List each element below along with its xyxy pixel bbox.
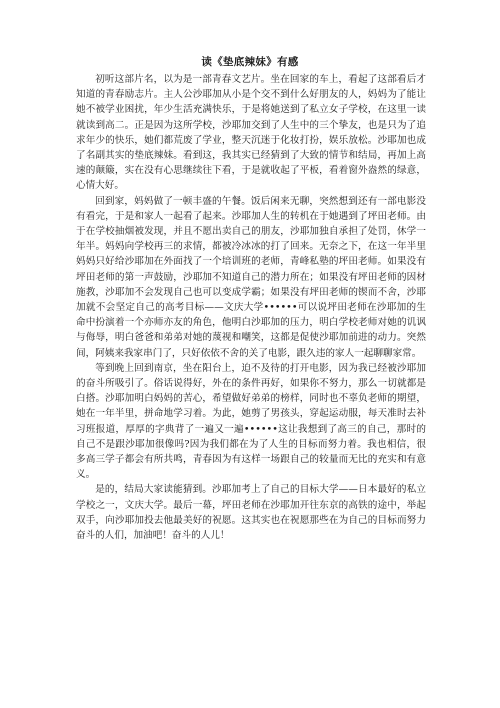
paragraph-1: 初听这部片名，以为是一部青春文艺片。坐在回家的车上，看起了这部看后才知道的青春励志片。主人公沙耶加从小是个交不到什么好朋友的人，妈妈为了能让她不被学业困扰，年少生活充满快乐，于是将她送到了私立女子学校，在这里一读就读到高二。正是因为这所学校，沙耶加交到了人生中的三个挚友，也是只为了追求年少的快乐，她们都荒废了学业，整天沉迷于化妆打扮，娱乐放松。沙耶加也成了名副其实的垫底辣妹。看到这，我其实已经猜到了大致的情节和结局，再加上高速的颠簸，实在没有心思继续往下看，于是就收起了平板，看着窗外盎然的绿意，心情大好。 [76, 74, 426, 192]
document-title: 读《垫底辣妹》有感 [201, 56, 299, 68]
paragraph-4: 是的，结局大家读能猜到。沙耶加考上了自己的目标大学——日本最好的私立学校之一，文庆大学。最后一幕，坪田老师在沙耶加开往东京的高铁的途中，举起双手，向沙耶加投去他最美好的祝愿。这其实也在祝愿那些在为自己的目标而努力奋斗的人们，加油吧！奋斗的人儿！ [76, 484, 426, 542]
document-body [76, 72, 426, 543]
paragraph-2: 回到家，妈妈做了一顿丰盛的午餐。饭后闲来无聊，突然想到还有一部电影没有看完，于是和家人一起看了起来。沙耶加人生的转机在于她遇到了坪田老师。由于在学校抽烟被发现，并且不愿出卖自己的朋友，沙耶加独自承担了处罚，休学一年半。妈妈向学校再三的求情，都被冷冰冰的打了回来。无奈之下，在这一年半里妈妈只好给沙耶加在外面找了一个培训班的老师，青峰私塾的坪田老师。如果没有坪田老师的第一声鼓励，沙耶加不知道自己的潜力所在；如果没有坪田老师的因材施教，沙耶加不会发现自己也可以变成学霸；如果没有坪田老师的锲而不舍，沙耶加就不会坚定自己的高考目标——文庆大学••••••可以说坪田老师在沙耶加的生命中扮演着一个亦师亦友的角色，他明白沙耶加的压力，明白学校老师对她的讥讽与侮辱，明白爸爸和弟弟对她的蔑视和嘲笑，这都是促使沙耶加前进的动力。突然间，阿姨来我家串门了，只好依依不舍的关了电影，跟久违的家人一起聊聊家常。 [76, 195, 426, 359]
paragraph-3: 等到晚上回到南京，坐在阳台上，迫不及待的打开电影，因为我已经被沙耶加的奋斗所吸引了。俗话说得好，外在的条件再好，如果你不努力，那么一切就都是白搭。沙耶加明白妈妈的苦心，希望做好弟弟的榜样，同时也不辜负老师的期望，她在一年半里，拼命地学习着。为此，她剪了男孩头，穿起运动服，每天准时去补习班报道，厚厚的字典背了一遍又一遍••••••这让我想到了高三的自己，那时的自己不是跟沙耶加很像吗?因为我们都在为了人生的目标而努力着。我也相信，很多高三学子都会有所共鸣，青春因为有这样一场跟自己的较量而无比的充实和有意义。 [76, 362, 426, 481]
